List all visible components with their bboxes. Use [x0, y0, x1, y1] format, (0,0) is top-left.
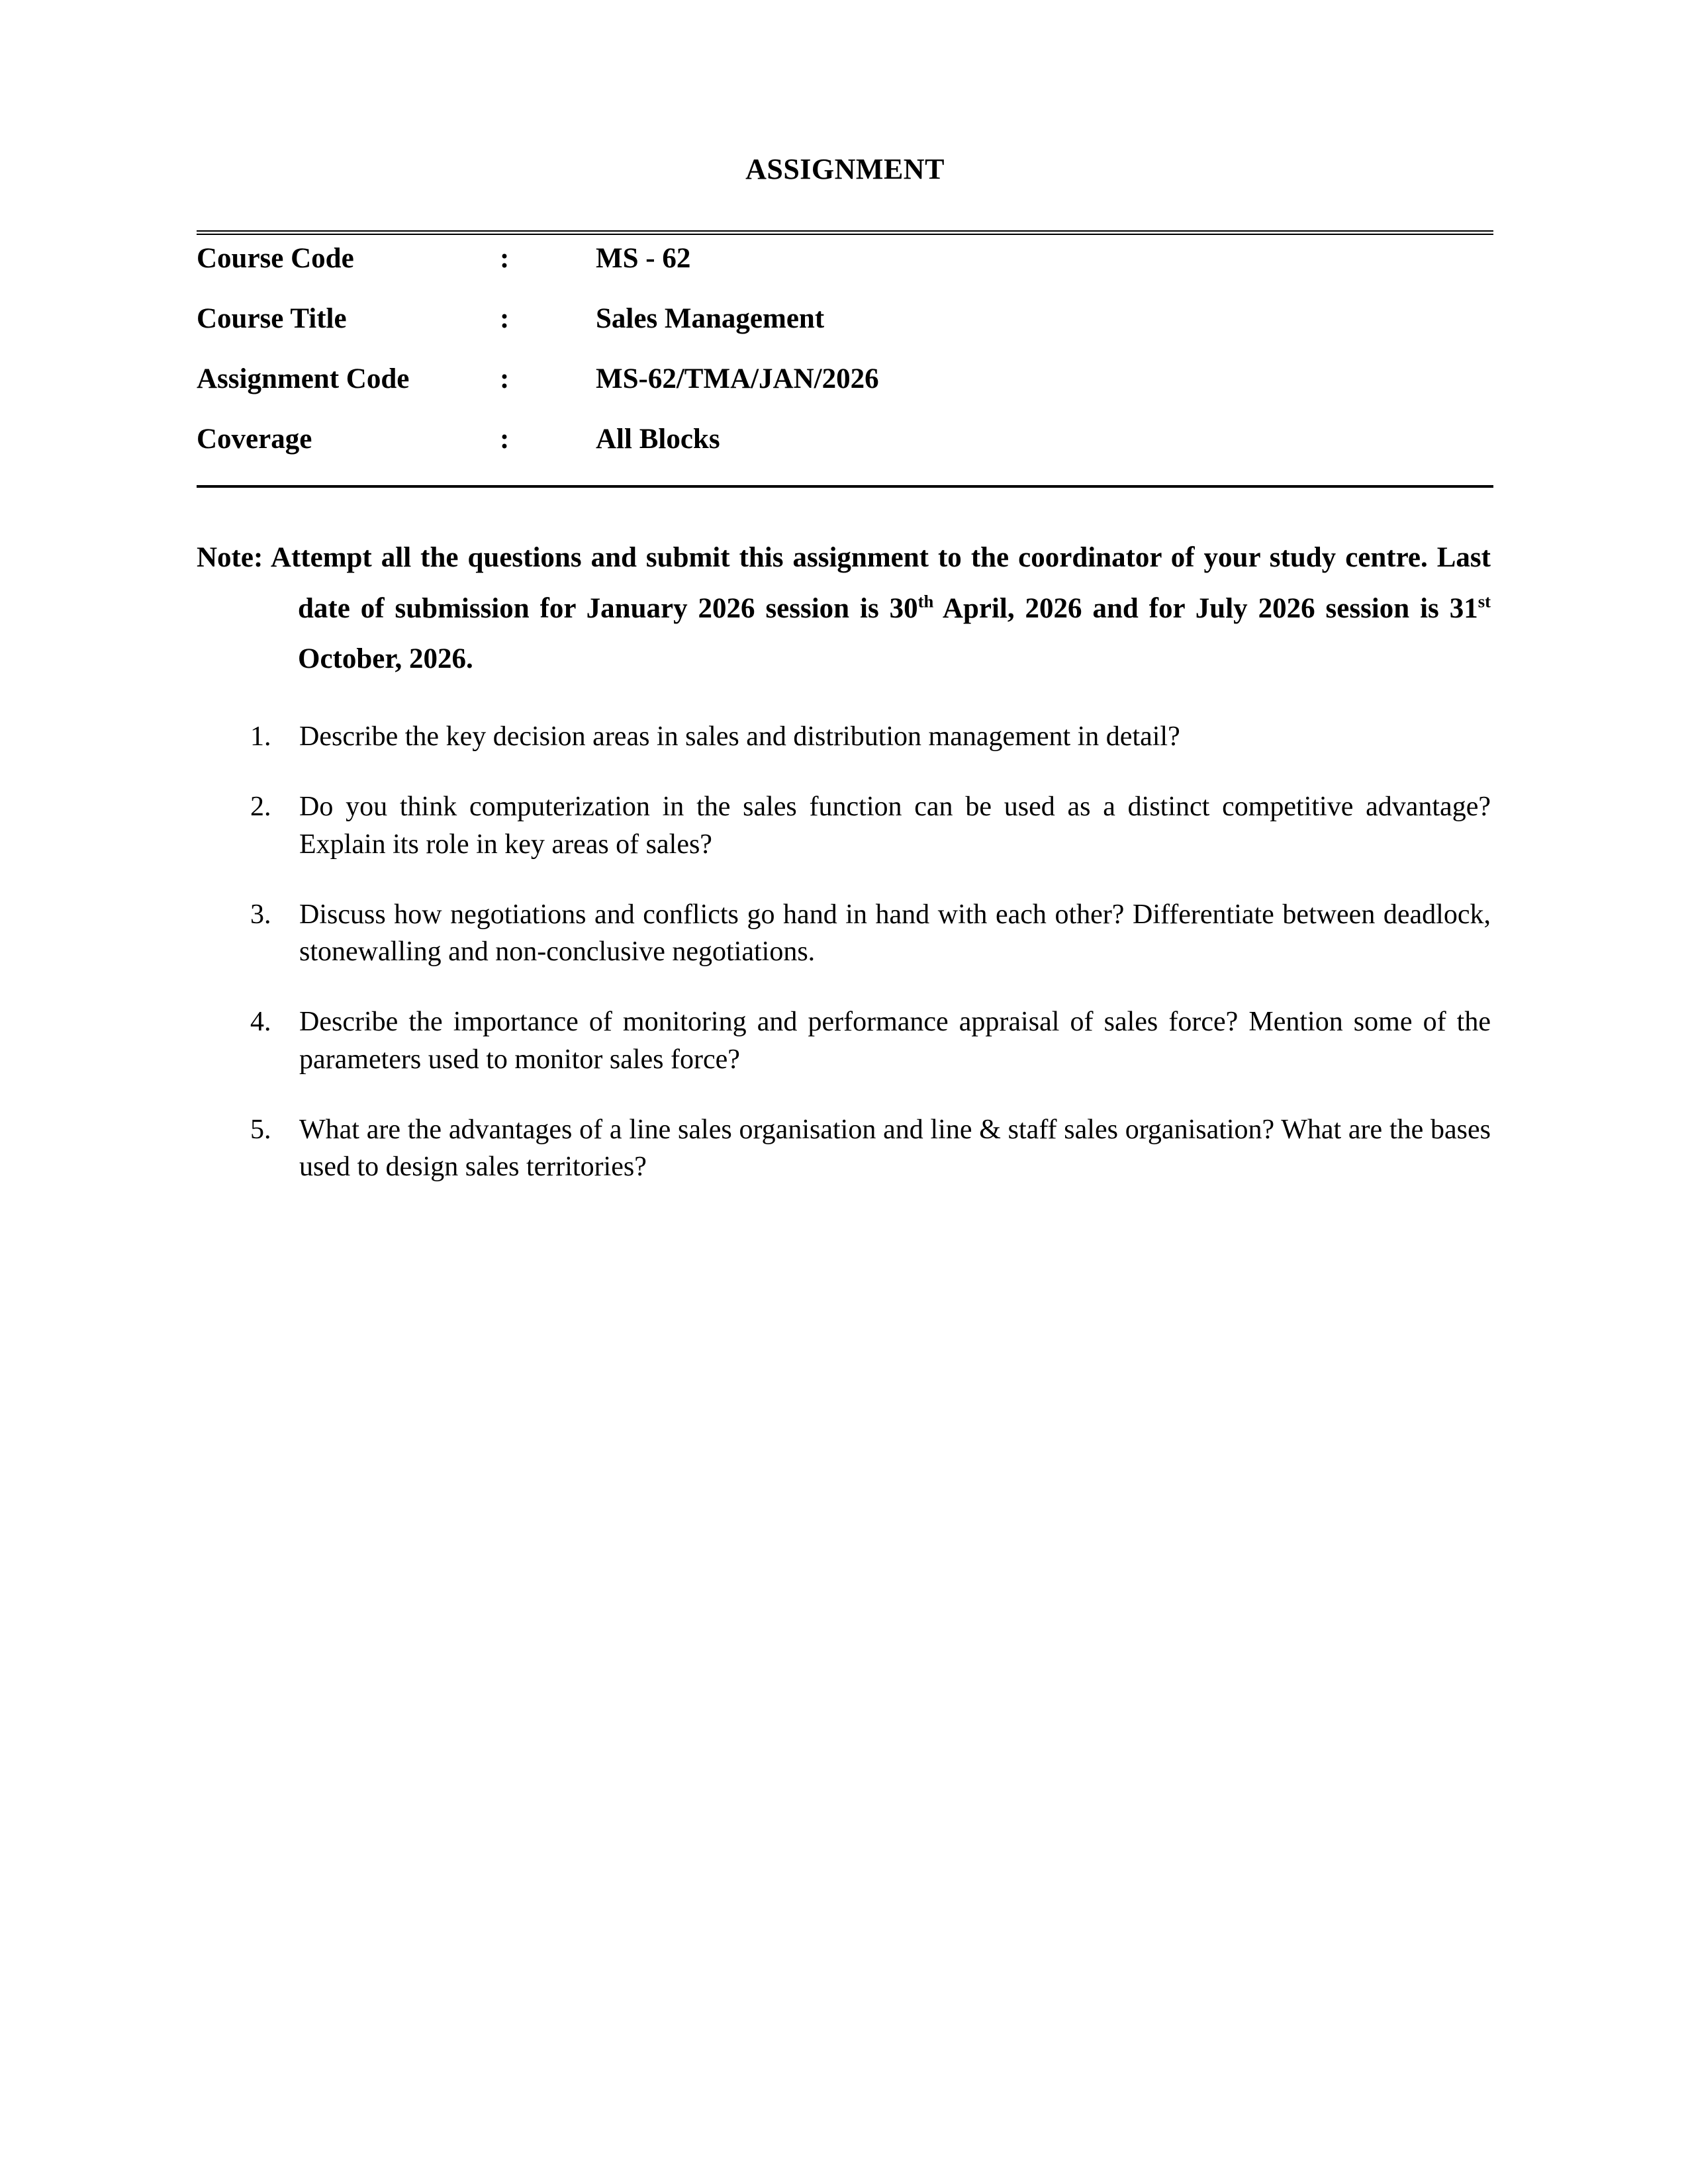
note-prefix: Note:: [197, 542, 263, 573]
note-part-2: April, 2026 and for July 2026 session is 31: [933, 592, 1478, 624]
note-part-3: October, 2026.: [298, 643, 473, 675]
info-label-course-code: Course Code: [197, 243, 354, 274]
question-text-2: Do you think computerization in the sales function can be used as a distinct competitive advantage? Explain its role in key areas of sales?: [299, 792, 1491, 860]
note-part-1: Attempt all the questions and submit this assignment to the coordinator of your study centre. Last date of submission for January 2026 session is 30: [270, 542, 1491, 624]
info-value-course-title: Sales Management: [596, 303, 825, 334]
course-info-body: [197, 235, 1493, 485]
note-superscript-th: th: [917, 591, 934, 612]
info-colon-course-title: :: [500, 303, 510, 334]
question-number-5: 5.: [250, 1114, 271, 1145]
list-item: [197, 896, 1491, 971]
list-item: [197, 788, 1491, 863]
info-label-course-title: Course Title: [197, 303, 347, 334]
course-info-table: [197, 235, 1493, 485]
list-item: [197, 1003, 1491, 1078]
table-row: [197, 235, 1493, 304]
question-text-3: Discuss how negotiations and conflicts go hand in hand with each other? Differentiate between deadlock, stonewalling and non-conclusive negotiations.: [299, 899, 1491, 968]
info-label-assignment-code: Assignment Code: [197, 363, 410, 394]
question-text-5: What are the advantages of a line sales organisation and line & staff sales organisation? What are the bases used to design sales territories?: [299, 1114, 1491, 1183]
questions-list: [197, 718, 1491, 1218]
table-row: [197, 304, 1493, 365]
info-label-coverage: Coverage: [197, 424, 312, 455]
info-value-assignment-code: MS-62/TMA/JAN/2026: [596, 363, 879, 394]
note-superscript-st: st: [1477, 591, 1491, 612]
question-text-1: Describe the key decision areas in sales and distribution management in detail?: [299, 721, 1180, 752]
course-info-block: [197, 230, 1493, 488]
list-item: [197, 1111, 1491, 1186]
list-item: [197, 718, 1491, 755]
info-value-course-code: MS - 62: [596, 243, 691, 274]
question-number-2: 2.: [250, 792, 271, 823]
info-value-coverage: All Blocks: [596, 424, 720, 455]
question-text-4: Describe the importance of monitoring and performance appraisal of sales force? Mention some of the parameters used to monitor sales force?: [299, 1007, 1491, 1075]
submission-note: [197, 533, 1491, 685]
info-colon-assignment-code: :: [500, 363, 510, 394]
info-colon-course-code: :: [500, 243, 510, 274]
info-colon-coverage: :: [500, 424, 510, 455]
page-title: ASSIGNMENT: [745, 153, 945, 185]
question-number-1: 1.: [250, 721, 271, 752]
question-number-4: 4.: [250, 1007, 271, 1038]
table-row: [197, 365, 1493, 425]
question-number-3: 3.: [250, 899, 271, 930]
table-row: [197, 425, 1493, 485]
